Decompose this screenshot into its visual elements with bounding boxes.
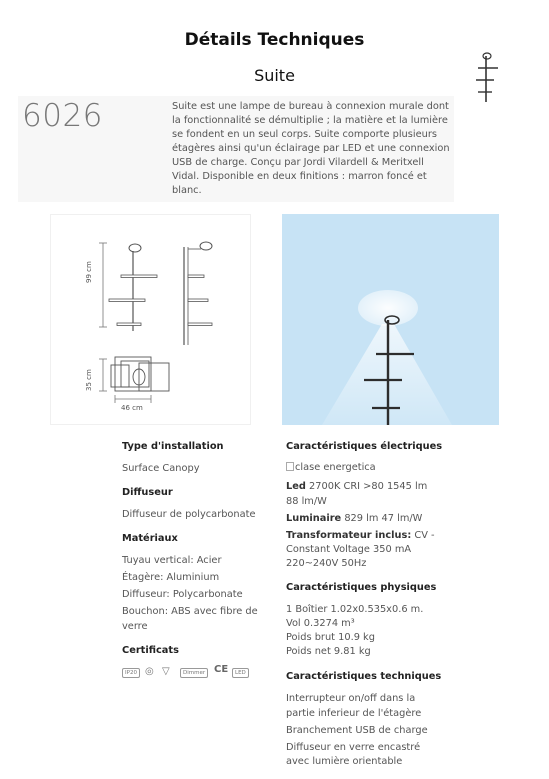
physical-item: Poids net 9.81 kg bbox=[286, 646, 371, 657]
transformer-line-2: Constant Voltage 350 mA bbox=[286, 544, 412, 555]
dimension-drawing-svg bbox=[51, 215, 252, 426]
height-label: 99 cm bbox=[85, 261, 93, 283]
physical-item: 1 Boîtier 1.02x0.535x0.6 m. bbox=[286, 604, 424, 615]
transformer-spec bbox=[286, 528, 435, 543]
materiaux-item: Étagère: Aluminium bbox=[122, 572, 220, 583]
luminaire-label: Luminaire bbox=[286, 513, 342, 524]
physical-title: Caractéristiques physiques bbox=[286, 582, 437, 593]
installation-title: Type d'installation bbox=[122, 441, 224, 452]
led-value: 2700K CRI >80 1545 lm bbox=[309, 481, 428, 492]
technical-title: Caractéristiques techniques bbox=[286, 671, 442, 682]
technical-item: avec lumière orientable bbox=[286, 756, 403, 767]
installation-value: Surface Canopy bbox=[122, 463, 200, 474]
model-number: 6026 bbox=[22, 98, 103, 134]
broken-image-icon bbox=[286, 462, 294, 471]
led-cert-badge: LED bbox=[232, 668, 249, 678]
transformer-value: CV - bbox=[414, 530, 435, 541]
ce-cert-badge: CE bbox=[214, 664, 229, 675]
ip20-cert-badge: IP20 bbox=[122, 668, 140, 678]
class-ii-icon: ◎ bbox=[145, 666, 154, 677]
materiaux-item: Bouchon: ABS avec fibre de bbox=[122, 606, 258, 617]
f-mark-icon: ▽ bbox=[162, 666, 170, 677]
led-spec bbox=[286, 479, 427, 494]
luminaire-spec bbox=[286, 511, 422, 526]
electrical-title: Caractéristiques électriques bbox=[286, 441, 443, 452]
diffuseur-title: Diffuseur bbox=[122, 487, 173, 498]
technical-item: Interrupteur on/off dans la bbox=[286, 693, 416, 704]
depth-label: 35 cm bbox=[85, 369, 93, 391]
lamp-light-illustration bbox=[282, 214, 499, 425]
product-name: Suite bbox=[254, 66, 295, 85]
technical-item: Branchement USB de charge bbox=[286, 725, 428, 736]
product-description: Suite est une lampe de bureau à connexion murale dont la fonctionnalité se démultiplie ; la matière et la lumière se fondent en un seul corps. Suite comporte plusieurs étagères ainsi qu'un éclairage par LED et une connexion USB de charge. Conçu par Jordi Vilardell & Meritxell Vidal. Disponible en deux finitions : marron foncé et blanc. bbox=[172, 101, 450, 196]
physical-item: Poids brut 10.9 kg bbox=[286, 632, 375, 643]
lamp-thumbnail-icon bbox=[470, 50, 502, 106]
luminaire-value: 829 lm 47 lm/W bbox=[344, 513, 423, 524]
materiaux-item: verre bbox=[122, 621, 148, 632]
transformer-label: Transformateur inclus: bbox=[286, 530, 412, 541]
page-title: Détails Techniques bbox=[184, 30, 365, 50]
diffuseur-value: Diffuseur de polycarbonate bbox=[122, 509, 256, 520]
energy-class-image bbox=[286, 462, 376, 473]
dimmer-cert-badge: Dimmer bbox=[180, 668, 208, 678]
energy-class-alt-text: clase energetica bbox=[295, 462, 376, 473]
materiaux-title: Matériaux bbox=[122, 533, 178, 544]
led-value-2: 88 lm/W bbox=[286, 496, 327, 507]
technical-item: partie inferieur de l'étagère bbox=[286, 708, 422, 719]
physical-item: Vol 0.3274 m³ bbox=[286, 618, 355, 629]
dimension-drawing bbox=[50, 214, 251, 425]
transformer-line-3: 220~240V 50Hz bbox=[286, 558, 367, 569]
technical-item: Diffuseur en verre encastré bbox=[286, 742, 421, 753]
materiaux-item: Diffuseur: Polycarbonate bbox=[122, 589, 243, 600]
certificats-title: Certificats bbox=[122, 645, 179, 656]
lamp-photo bbox=[282, 214, 499, 425]
materiaux-item: Tuyau vertical: Acier bbox=[122, 555, 222, 566]
led-label: Led bbox=[286, 481, 306, 492]
width-label: 46 cm bbox=[121, 404, 143, 412]
